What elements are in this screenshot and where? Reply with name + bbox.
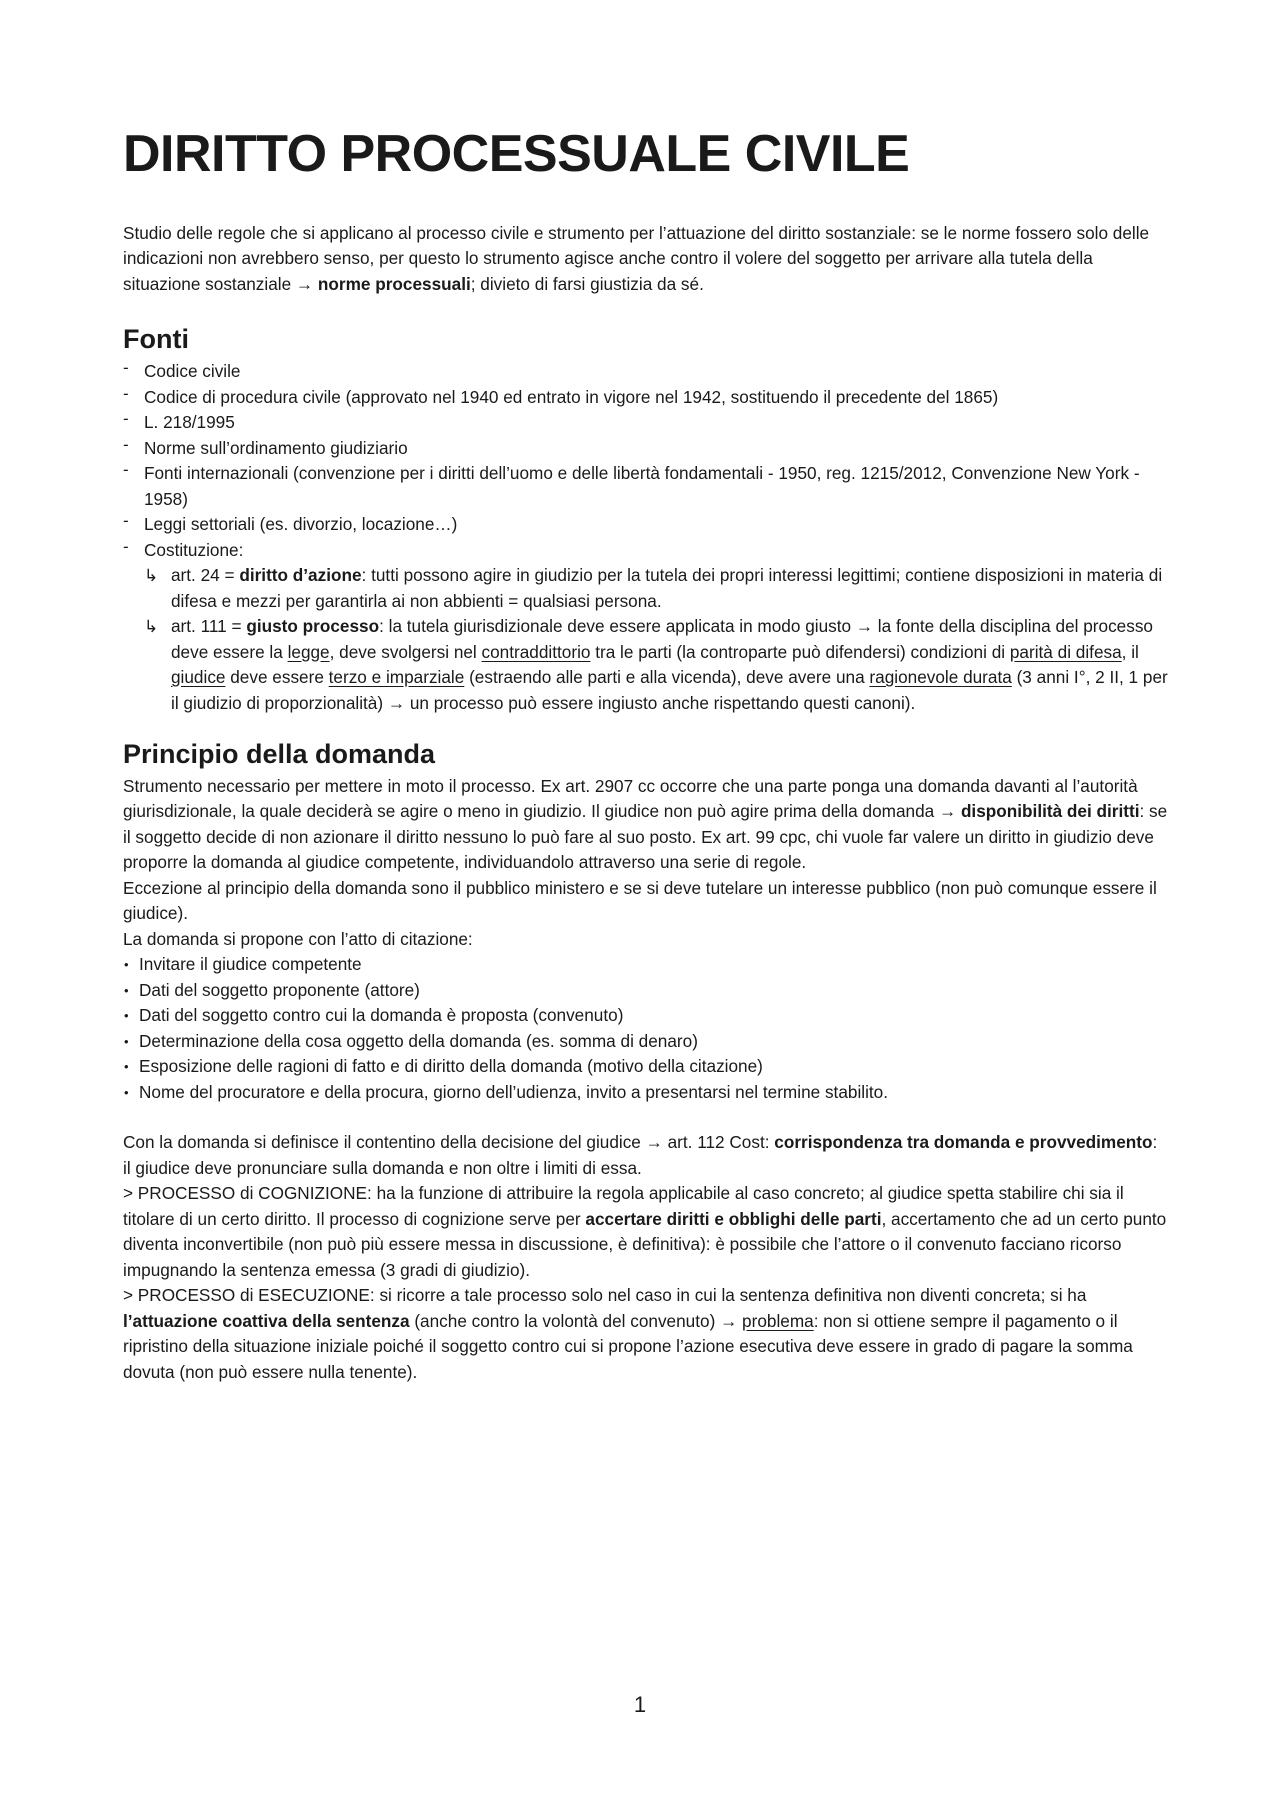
underlined-term: problema [742, 1310, 814, 1331]
art111-text: : la tutela giurisdizionale deve essere applicata in modo giusto → la fonte della disciplina del processo deve essere la [171, 616, 1153, 662]
art111-bold: giusto processo [246, 616, 380, 637]
hook-arrow-icon: ↳ [144, 566, 159, 586]
art24-text: : tutti possono agire in giudizio per la tutela dei propri interessi legittimi; contiene disposizioni in materia di difesa e mezzi per garantirla ai non abbienti = qualsiasi persona. [171, 565, 1163, 611]
art111-item [123, 614, 1168, 716]
paragraph-text: Strumento necessario per mettere in moto il processo. Ex art. 2907 cc occorre che una parte ponga una domanda davanti al l’autorità giurisdizionale, la quale deciderà se agire o meno in giudizio. Il giudice non può agire prima della domanda → [123, 775, 1138, 822]
list-item: - Fonti internazionali (convenzione per i diritti dell’uomo e delle libertà fondamentali - 1950, reg. 1215/2012, Convenzione New York - 1958) [123, 461, 1168, 512]
list-item: • Dati del soggetto proponente (attore) [123, 978, 1168, 1004]
list-item: • Dati del soggetto contro cui la domanda è proposta (convenuto) [123, 1003, 1168, 1029]
list-item: • Nome del procuratore e della procura, giorno dell’udienza, invito a presentarsi nel termine stabilito. [123, 1080, 1168, 1106]
list-item: • Determinazione della cosa oggetto della domanda (es. somma di denaro) [123, 1029, 1168, 1055]
paragraph-text: Con la domanda si definisce il contentino della decisione del giudice → art. 112 Cost: [123, 1132, 775, 1153]
underlined-term: terzo e imparziale [328, 667, 465, 688]
paragraph-text: : se il soggetto decide di non azionare il diritto nessuno lo può fare al suo posto. Ex art. 99 cpc, chi vuole far valere un diritto in giudizio deve proporre la domanda al giudice competente, individuandolo attraverso una serie di regole. [123, 801, 1168, 873]
art111-text: (3 anni I°, 2 II, 1 per il giudizio di proporzionalità) → un processo può essere ingiusto anche rispettando questi canoni). [171, 667, 1168, 713]
art111-text: deve essere [225, 667, 329, 688]
art24-item [123, 563, 1168, 614]
spacer [123, 1105, 1168, 1130]
underlined-term: legge [287, 641, 330, 662]
art24-prefix: art. 24 = [171, 565, 240, 586]
art24-bold: diritto d’azione [239, 565, 362, 586]
hook-arrow-icon: ↳ [144, 617, 159, 637]
esecuzione-paragraph [123, 1283, 1168, 1385]
art111-text: tra le parti (la controparte può difendersi) condizioni di [590, 641, 1010, 662]
underlined-term: ragionevole durata [869, 667, 1012, 688]
citazione-list [123, 952, 1168, 1105]
intro-paragraph [123, 221, 1168, 298]
corrispondenza-paragraph [123, 1130, 1168, 1181]
intro-text: Studio delle regole che si applicano al processo civile e strumento per l’attuazione del diritto sostanziale: se le norme fossero solo delle indicazioni non avrebbero senso, per questo lo strumento agisce anche contro il volere del soggetto per arrivare alla tutela della situazione sostanziale → [123, 222, 1150, 294]
document-title: DIRITTO PROCESSUALE CIVILE [123, 125, 910, 183]
art111-prefix: art. 111 = [171, 616, 247, 637]
paragraph-text: : il giudice deve pronunciare sulla domanda e non oltre i limiti di essa. [123, 1132, 1158, 1178]
list-item: - Codice civile [123, 359, 1168, 385]
underlined-term: parità di difesa [1009, 641, 1122, 662]
list-item: - Costituzione: [123, 538, 1168, 564]
art111-text: , il [1121, 641, 1139, 662]
bold-term: l’attuazione coattiva della sentenza [123, 1310, 410, 1331]
bold-term: accertare diritti e obblighi delle parti [585, 1208, 882, 1229]
paragraph-text: > PROCESSO di ESECUZIONE: si ricorre a tale processo solo nel caso in cui la sentenza definitiva non diventi concreta; si ha [123, 1285, 1087, 1306]
list-item: - L. 218/1995 [123, 410, 1168, 436]
art111-text: (estraendo alle parti e alla vicenda), deve avere una [464, 667, 870, 688]
principio-paragraph [123, 774, 1168, 876]
paragraph-text: > PROCESSO di COGNIZIONE: ha la funzione di attribuire la regola applicabile al caso concreto; al giudice spetta stabilire chi sia il titolare di un certo diritto. Il processo di cognizione serve per [123, 1183, 1124, 1229]
paragraph-text: : non si ottiene sempre il pagamento o il ripristino della situazione iniziale poiché il soggetto contro cui si propone l’azione esecutiva deve essere in grado di pagare la somma dovuta (non può essere nulla tenente). [123, 1310, 1133, 1382]
fonti-list [123, 359, 1168, 563]
intro-text-end: ; divieto di farsi giustizia da sé. [470, 273, 704, 294]
intro-bold: norme processuali [317, 273, 471, 294]
heading-principio: Principio della domanda [123, 739, 436, 770]
paragraph-text: , accertamento che ad un certo punto diventa inconvertibile (non può più essere messa in discussione, è definitiva): è possibile che l’attore o il convenuto facciano ricorso impugnando la sentenza emessa (3 gradi di giudizio). [123, 1208, 1167, 1280]
bold-term: corrispondenza tra domanda e provvedimento [774, 1132, 1153, 1153]
list-item: - Norme sull’ordinamento giudiziario [123, 436, 1168, 462]
list-item: • Invitare il giudice competente [123, 952, 1168, 978]
eccezione-paragraph: Eccezione al principio della domanda sono il pubblico ministero e se si deve tutelare un interesse pubblico (non può comunque essere il giudice). [123, 877, 1157, 924]
cognizione-paragraph [123, 1181, 1168, 1283]
bold-term: disponibilità dei diritti [960, 801, 1140, 822]
paragraph-text: (anche contro la volontà del convenuto) → [409, 1310, 743, 1331]
underlined-term: giudice [171, 667, 226, 688]
heading-fonti: Fonti [123, 324, 189, 355]
list-item: - Leggi settoriali (es. divorzio, locazione…) [123, 512, 1168, 538]
page-number: 1 [633, 1692, 647, 1717]
document-page [123, 125, 1168, 1385]
list-item: - Codice di procedura civile (approvato nel 1940 ed entrato in vigore nel 1942, sostituendo il precedente del 1865) [123, 385, 1168, 411]
citazione-intro: La domanda si propone con l’atto di citazione: [123, 928, 473, 949]
underlined-term: contraddittorio [481, 641, 591, 662]
list-item: • Esposizione delle ragioni di fatto e di diritto della domanda (motivo della citazione) [123, 1054, 1168, 1080]
art111-text: , deve svolgersi nel [329, 641, 482, 662]
